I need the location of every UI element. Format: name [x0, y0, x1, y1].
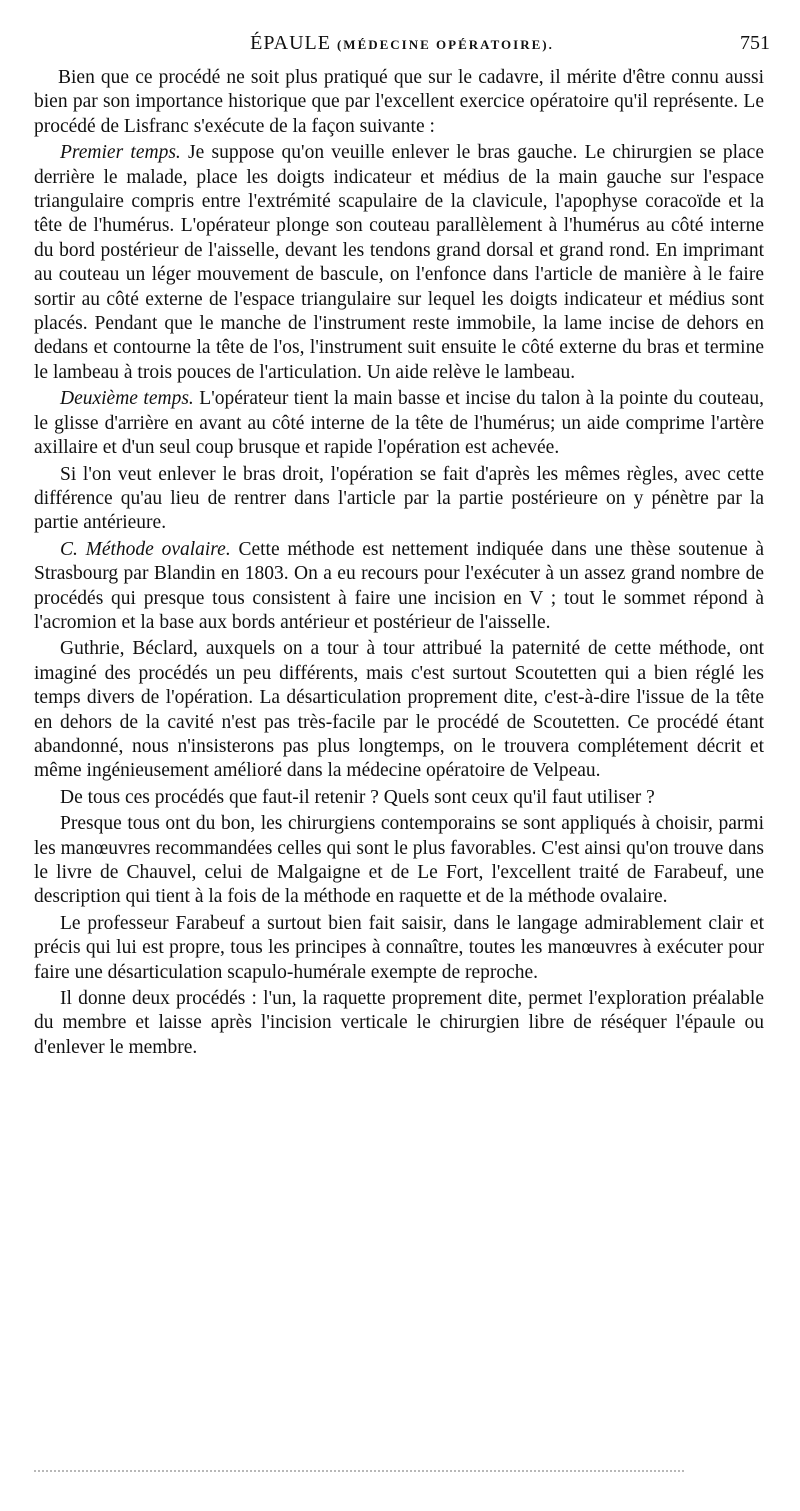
paragraph	[34, 463, 764, 536]
running-header	[34, 32, 770, 62]
paragraph	[34, 912, 764, 985]
page-number: 751	[740, 32, 770, 54]
paragraph-text: De tous ces procédés que faut-il retenir ? Quels sont ceux qu'il faut utiliser ?	[60, 786, 655, 808]
paragraph-text: Bien que ce procédé ne soit plus pratiqué que sur le cadavre, il mérite d'être connu aussi bien par son importance historique que par l'excellent exercice opératoire qu'il représente. Le procédé de Lisfranc s'exécute de la façon suivante :	[34, 67, 764, 137]
paragraph-lead: Premier temps.	[60, 142, 181, 164]
paragraph-lead: C. Méthode ovalaire.	[60, 538, 231, 560]
running-title	[34, 32, 770, 55]
paragraph-text: Cette méthode est nettement indiquée dans une thèse soutenue à Strasbourg par Blandin en 1803. On a eu recours pour l'exécuter à un assez grand nombre de procédés qui presque tous consistent à faire une incision en V ; tout le sommet répond à l'acromion et la base aux bords antérieur et postérieur de l'aisselle.	[34, 538, 764, 633]
paragraph	[34, 538, 764, 636]
paragraph	[34, 987, 764, 1060]
paragraph	[34, 66, 764, 139]
paragraph-text: Il donne deux procédés : l'un, la raquette proprement dite, permet l'exploration préalable du membre et laisse après l'incision verticale le chirurgien libre de réséquer l'épaule ou d'enlever le membre.	[34, 988, 764, 1058]
paragraph	[34, 637, 764, 783]
header-title: ÉPAULE	[250, 32, 331, 54]
paragraph	[34, 387, 764, 460]
paragraph-text: Le professeur Farabeuf a surtout bien fait saisir, dans le langage admirablement clair et précis qui lui est propre, tous les principes à connaître, toutes les manœuvres à exécuter pour faire une désarticulation scapulo-humérale exempte de reproche.	[34, 912, 764, 983]
paragraph	[34, 786, 764, 810]
body-text	[34, 66, 764, 1062]
paragraph-text: Si l'on veut enlever le bras droit, l'opération se fait d'après les mêmes règles, avec cette différence qu'au lieu de rentrer dans l'article par la partie postérieure on y pénètre par la partie antérieure.	[34, 463, 764, 534]
paragraph-text: Guthrie, Béclard, auxquels on a tour à tour attribué la paternité de cette méthode, ont imaginé des procédés un peu différents, mais c'est surtout Scoutetten qui a bien réglé les temps divers de l'opération. La désarticulation proprement dite, c'est-à-dire l'issue de la tête en dehors de la cavité n'est pas très-facile par le procédé de Scoutetten. Ce procédé étant abandonné, nous n'insisterons pas plus longtemps, on le trouvera complétement décrit et même ingénieusement amélioré dans la médecine opératoire de Velpeau.	[34, 638, 764, 782]
paragraph-text: Presque tous ont du bon, les chirurgiens contemporains se sont appliqués à choisir, parmi les manœuvres recommandées celles qui sont le plus favorables. C'est ainsi qu'on trouve dans le livre de Chauvel, celui de Malgaigne et de Le Fort, l'excellent traité de Farabeuf, une description qui tient à la fois de la méthode en raquette et de la méthode ovalaire.	[34, 813, 764, 908]
paragraph-text: L'opérateur tient la main basse et incise du talon à la pointe du couteau, le glisse d'arrière en avant au côté interne de la tête de l'humérus; un aide comprime l'artère axillaire et d'un seul coup brusque et rapide l'opération est achevée.	[34, 388, 765, 459]
paragraph	[34, 812, 764, 910]
header-subtitle: (MÉDECINE OPÉRATOIRE).	[336, 37, 554, 52]
paragraph-text: Je suppose qu'on veuille enlever le bras gauche. Le chirurgien se place derrière le malade, place les doigts indicateur et médius de la main gauche sur l'espace triangulaire compris entre l'extrémité scapulaire de la clavicule, l'apophyse coracoïde et la tête de l'humérus. L'opérateur plonge son couteau parallèlement à l'humérus au côté interne du bord postérieur de l'aisselle, devant les tendons grand dorsal et grand rond. En imprimant au couteau un léger mouvement de bascule, on l'enfonce dans l'article de manière à le faire sortir au côté externe de l'espace triangulaire sur lequel les doigts indicateur et médius sont placés. Pendant que le manche de l'instrument reste immobile, la lame incise de dehors en dedans et contourne la tête de l'os, l'instrument suit ensuite le côté externe du bras et termine le lambeau à trois pouces de l'articulation. Un aide relève le lambeau.	[34, 142, 764, 383]
paragraph	[34, 141, 764, 385]
paragraph-lead: Deuxième temps.	[60, 388, 194, 410]
bleed-through-line	[34, 1470, 684, 1475]
